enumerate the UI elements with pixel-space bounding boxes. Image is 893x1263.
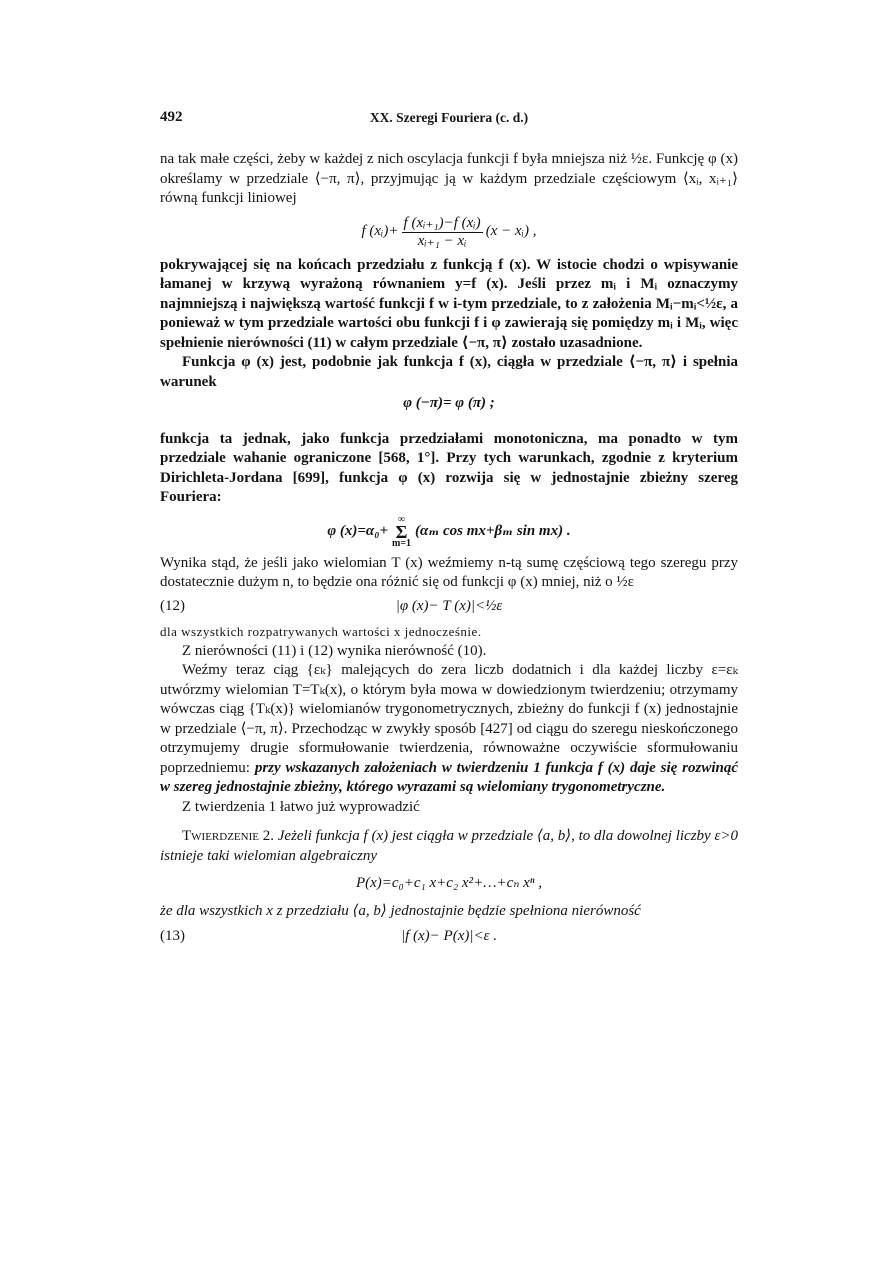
equation-label-12: (12)	[160, 597, 185, 614]
summation-upper-limit: ∞	[397, 513, 406, 525]
paragraph-1: na tak małe części, żeby w każdej z nich oscylacja funkcji f była mniejsza niż ½ε. Funkcję φ (x) określamy w przedziale ⟨−π, π⟩, przyjmując ją w każdym przedziale częściowym ⟨xᵢ, xᵢ₊₁⟩ równą funkcji liniowej	[160, 151, 738, 206]
paragraph-8-text: Weźmy teraz ciąg {εₖ} malejących do zera liczb dodatnich i dla każdej liczby ε=εₖ utwórzmy wielomian T=Tₖ(x), o którym była mowa w dowiedzionym twierdzeniu; otrzymamy wówczas ciąg {Tₖ(x)} wielomianów trygonometrycznych, zbieżny do funkcji f (x) jednostajnie w przedziale ⟨−π, π⟩. Przechodząc w zwykły sposób [427] od ciągu do szeregu nieskończonego otrzymujemy drugie sformułowanie twierdzenia, równoważne oczywiście sformułowaniu poprzedniemu:	[160, 662, 738, 776]
equation-fraction	[402, 215, 483, 250]
equation-linear-function	[160, 215, 738, 250]
summation-lower-limit: m=1	[392, 537, 412, 549]
paragraph-6: dla wszystkich rozpatrywanych wartości x jednocześnie.	[160, 624, 482, 639]
paragraph-8	[160, 661, 738, 798]
equation-13-body: |f (x)− P(x)|<ε .	[400, 928, 498, 944]
sigma-symbol: Σ	[395, 521, 408, 542]
page-number: 492	[160, 109, 183, 125]
paragraph-9: Z twierdzenia 1 łatwo już wyprowadzić	[182, 798, 420, 815]
theorem-statement: Jeżeli funkcja f (x) jest ciągła w przedziale ⟨a, b⟩, to dla dowolnej liczby ε>0 istnieje taki wielomian algebraiczny	[160, 828, 738, 864]
paragraph-3: Funkcja φ (x) jest, podobnie jak funkcja f (x), ciągła w przedziale ⟨−π, π⟩ i spełnia warunek	[160, 354, 738, 390]
book-page	[160, 108, 738, 947]
equation-12	[160, 597, 738, 617]
paragraph-10: że dla wszystkich x z przedziału ⟨a, b⟩ jednostajnie będzie spełniona nierówność	[160, 902, 641, 919]
paragraph-5: Wynika stąd, że jeśli jako wielomian T (x) weźmiemy n-tą sumę częściową tego szeregu przy dostatecznie dużym n, to będzie ona różnić się od funkcji φ (x) mniej, niż o ½ε	[160, 554, 738, 590]
fraction-denominator: xᵢ₊₁ − xᵢ	[417, 232, 467, 249]
equation-13	[160, 927, 738, 947]
running-title: XX. Szeregi Fouriera (c. d.)	[369, 110, 529, 125]
equation-label-13: (13)	[160, 928, 185, 944]
paragraph-7: Z nierówności (11) i (12) wynika nierówność (10).	[182, 642, 487, 659]
paragraph-4: funkcja ta jednak, jako funkcja przedziałami monotoniczna, ma ponadto w tym przedziale wahanie ograniczone [568, 1°]. Przy tych warunkach, zgodnie z kryterium Dirichleta-Jordana [699], funkcja φ (x) rozwija się w jednostajnie zbieżny szereg Fouriera:	[160, 430, 738, 505]
theorem-label: Twierdzenie 2.	[182, 828, 274, 844]
theorem-restatement: przy wskazanych założeniach w twierdzeniu 1 funkcja f (x) daje się rozwinąć w szereg jednostajnie zbieżny, którego wyrazami są wielomiany trygonometryczne.	[160, 759, 739, 795]
series-right: (αₘ cos mx+βₘ sin mx) .	[415, 522, 571, 539]
equation-fourier-series	[160, 514, 738, 550]
summation-sign	[392, 514, 411, 550]
equation-polynomial: P(x)=c₀+c₁ x+c₂ x²+…+cₙ xⁿ ,	[355, 875, 543, 891]
series-left: φ (x)=α₀+	[327, 522, 389, 539]
fraction-numerator: f (xᵢ₊₁)−f (xᵢ)	[403, 214, 481, 231]
theorem-2	[160, 827, 738, 866]
equation-12-body: |φ (x)− T (x)|<½ε	[395, 597, 503, 614]
equation-boundary-condition: φ (−π)= φ (π) ;	[403, 395, 495, 411]
page-header	[160, 108, 738, 128]
equation-left: f (xᵢ)+	[361, 223, 399, 240]
paragraph-2: pokrywającej się na końcach przedziału z funkcją f (x). W istocie chodzi o wpisywanie łamanej w krzywą wyrażoną równaniem y=f (x). Jeśli przez mᵢ i Mᵢ oznaczymy najmniejszą i największą wartość funkcji f w i-tym przedziale, to z założenia Mᵢ−mᵢ<½ε, a ponieważ w tym przedziale wartości obu funkcji f i φ zawierają się pomiędzy mᵢ i Mᵢ, więc spełnienie nierówności (11) w całym przedziale ⟨−π, π⟩ zostało uzasadnione.	[160, 256, 738, 351]
equation-right: (x − xᵢ) ,	[485, 223, 537, 240]
